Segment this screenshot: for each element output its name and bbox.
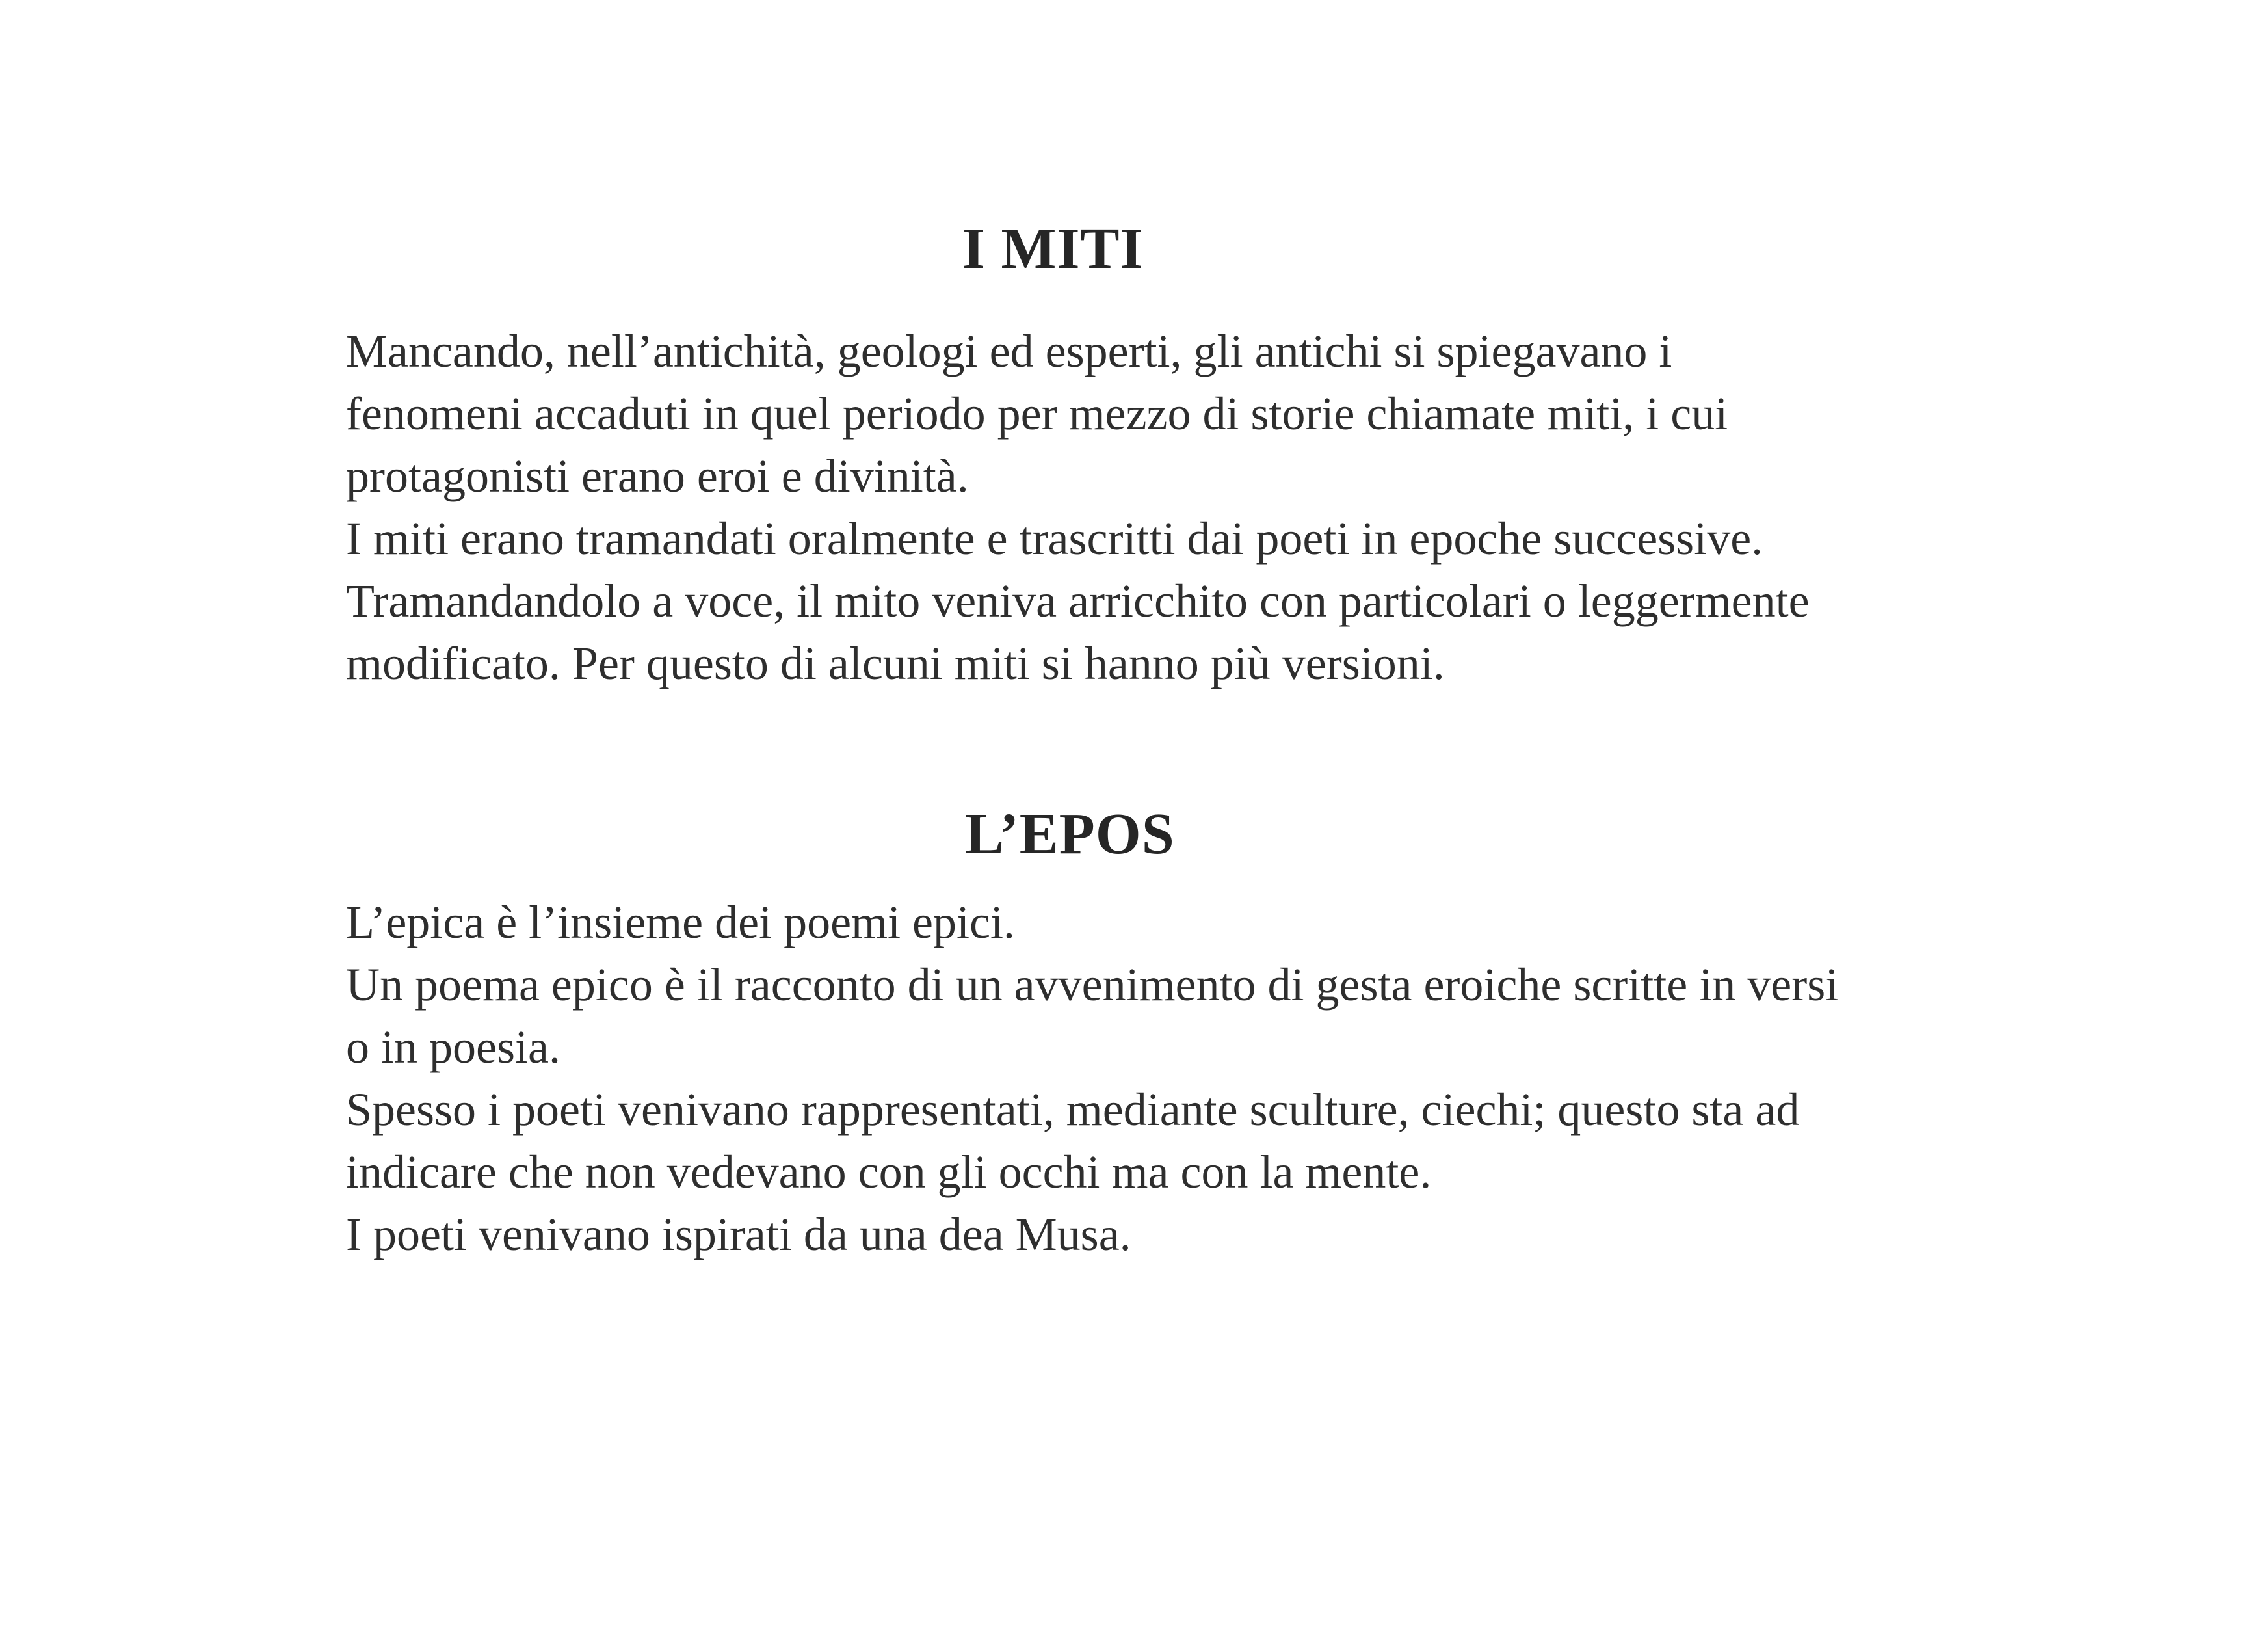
text-line: I miti erano tramandati oralmente e trascritti dai poeti in epoche successive. [346,512,1763,565]
section-heading-epos: L’EPOS [965,802,1175,867]
text-line: I poeti venivano ispirati da una dea Musa. [346,1208,1131,1260]
text-line: indicare che non vedevano con gli occhi ma con la mente. [346,1146,1432,1198]
text-line: o in poesia. [346,1021,560,1073]
section-heading-miti: I MITI [962,217,1144,282]
section-body-epos [346,891,2141,1266]
text-line: protagonisti erano eroi e divinità. [346,450,969,502]
text-line: fenomeni accaduti in quel periodo per mezzo di storie chiamate miti, i cui [346,388,1728,440]
text-line: Spesso i poeti venivano rappresentati, mediante sculture, ciechi; questo sta ad [346,1083,1800,1136]
text-line: Un poema epico è il racconto di un avvenimento di gesta eroiche scritte in versi [346,959,1839,1011]
text-line: Mancando, nell’antichità, geologi ed esperti, gli antichi si spiegavano i [346,325,1672,377]
text-line: modificato. Per questo di alcuni miti si hanno più versioni. [346,637,1445,689]
text-line: Tramandandolo a voce, il mito veniva arricchito con particolari o leggermente [346,575,1810,627]
text-line: L’epica è l’insieme dei poemi epici. [346,896,1015,948]
section-body-miti [346,320,2141,695]
